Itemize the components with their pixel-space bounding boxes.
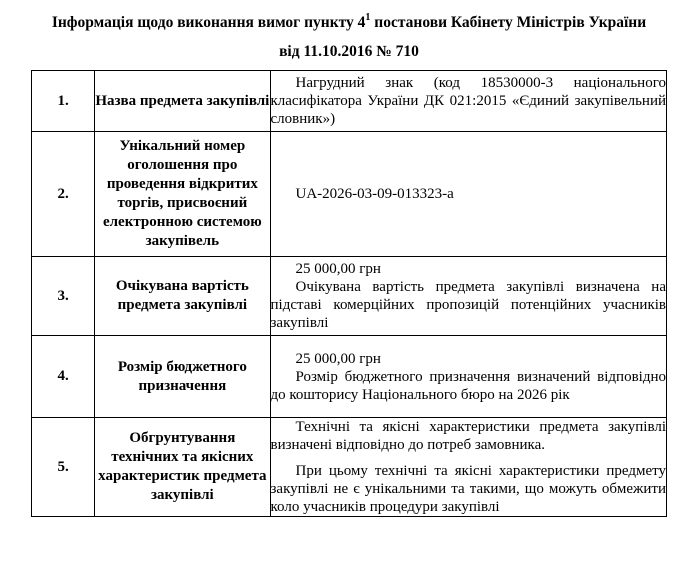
table-row bbox=[32, 132, 667, 257]
row-value bbox=[270, 418, 667, 517]
row-number: 4. bbox=[32, 336, 95, 418]
document-subtitle: від 11.10.2016 № 710 bbox=[279, 43, 419, 60]
row-label: Очікувана вартість предмета закупівлі bbox=[95, 257, 270, 336]
table-row bbox=[32, 336, 667, 418]
row-value bbox=[270, 257, 667, 336]
row-number: 5. bbox=[32, 418, 95, 517]
row-label: Розмір бюджетного призначення bbox=[95, 336, 270, 418]
row-value bbox=[270, 71, 667, 132]
row-label: Унікальний номер оголошення про проведення відкритих торгів, присвоєний електронною системою закупівель bbox=[95, 132, 270, 257]
justification-text-1: Технічні та якісні характеристики предмета закупівлі визначені відповідно до потреб замовника. bbox=[270, 419, 666, 453]
row-label: Обгрунтування технічних та якісних характеристик предмета закупівлі bbox=[95, 418, 270, 517]
title-superscript: 1 bbox=[365, 12, 371, 23]
info-table bbox=[31, 70, 667, 517]
budget-text: Розмір бюджетного призначення визначений відповідно до кошторису Національного бюро на 2026 рік bbox=[270, 368, 666, 403]
row-value bbox=[270, 132, 667, 257]
row-label: Назва предмета закупівлі bbox=[95, 71, 270, 132]
document-title bbox=[0, 13, 698, 32]
row-number: 2. bbox=[32, 132, 95, 257]
table-row bbox=[32, 257, 667, 336]
expected-cost-text: Очікувана вартість предмета закупівлі визначена на підставі комерційних пропозицій потенційних учасників закупівлі bbox=[270, 279, 666, 331]
title-text: Інформація щодо виконання вимог пункту 4 bbox=[51, 14, 366, 32]
title-text-end: постанови Кабінету Міністрів України bbox=[370, 14, 647, 32]
subject-name: Нагрудний знак (код 18530000-3 національного класифікатора України ДК 021:2015 «Єдиний закупівельний словник») bbox=[270, 75, 666, 127]
expected-cost-amount: 25 000,00 грн bbox=[295, 261, 381, 277]
row-number: 1. bbox=[32, 71, 95, 132]
row-number: 3. bbox=[32, 257, 95, 336]
table-row bbox=[32, 418, 667, 517]
row-value bbox=[270, 336, 667, 418]
tender-id: UA-2026-03-09-013323-a bbox=[295, 186, 454, 202]
justification-text-2: При цьому технічні та якісні характеристики предмету закупівлі не є унікальними та такими, що можуть обмежити коло учасників процедури закупівлі bbox=[270, 463, 666, 515]
budget-amount: 25 000,00 грн bbox=[295, 350, 381, 367]
table-row bbox=[32, 71, 667, 132]
